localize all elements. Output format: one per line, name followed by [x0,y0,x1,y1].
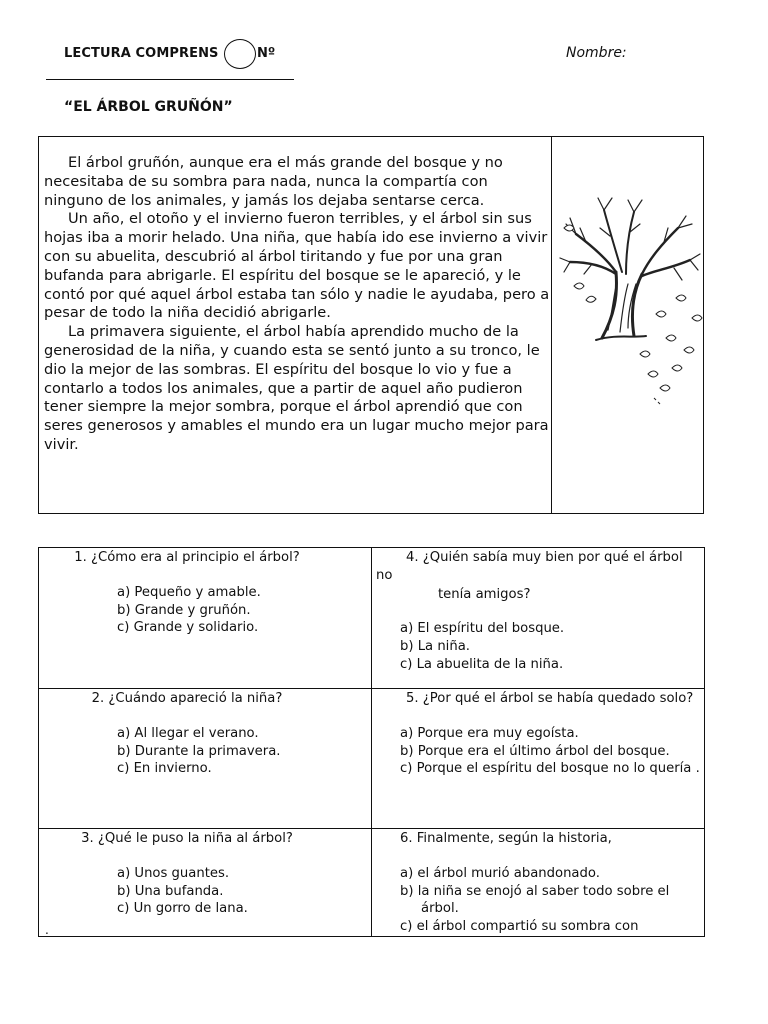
option-c: c) La abuelita de la niña. [400,656,564,672]
option-b: b) Grande y gruñón. [117,602,251,618]
option-b: b) Durante la primavera. [117,743,281,759]
questions-table [38,547,705,937]
question-1-text: 1. ¿Cómo era al principio el árbol? [74,550,300,565]
tree-illustration [556,188,704,414]
option-b: b) La niña. [400,639,470,655]
story-paragraph: La primavera siguiente, el árbol había aprendido mucho de la generosidad de la niña, y cuando esta se sentó junto a su tronco, le dio la mejor de las sombras. El espíritu del bosque lo vio y fue a contarlo a todos los animales, que a partir de aquel año pudieron tener siempre la mejor sombra, porque el árbol aprendió que con seres generosos y amables el mundo era un lugar mucho mejor para vivir. [44,323,549,453]
option-a: a) Al llegar el verano. [117,725,259,741]
question-1-options [39,584,371,637]
question-5-text: 5. ¿Por qué el árbol se había quedado solo? [406,691,694,706]
question-5 [372,689,705,829]
story-title: “EL ÁRBOL GRUÑÓN” [64,99,233,115]
question-6-options [372,865,704,936]
question-3-options [39,865,371,918]
story-text [44,154,550,455]
question-4-options [372,620,704,673]
option-c: c) Porque el espíritu del bosque no lo quería . [400,761,700,777]
question-2-options [39,725,371,778]
option-c: c) Grande y solidario. [117,620,259,636]
option-c: c) Un gorro de lana. [117,901,248,917]
option-c: c) el árbol compartió su sombra con [400,919,639,935]
number-circle [224,39,256,69]
option-c: c) En invierno. [117,761,212,777]
story-divider [551,136,552,514]
question-3-text: 3. ¿Qué le puso la niña al árbol? [81,831,293,846]
question-4-text: 4. ¿Quién sabía muy bien por qué el árbol no [376,550,683,583]
question-4-text-continued: tenía amigos? [438,586,531,602]
option-b: b) Una bufanda. [117,883,224,899]
number-label: Nº [257,46,276,61]
option-b: b) la niña se enojó al saber todo sobre el árbol. [400,883,670,917]
option-b: b) Porque era el último árbol del bosque. [400,743,670,759]
question-4 [372,548,705,689]
question-6 [372,829,705,937]
question-6-text: 6. Finalmente, según la historia, [400,831,612,846]
question-2-text: 2. ¿Cuándo apareció la niña? [91,691,283,706]
name-label: Nombre: [566,45,627,61]
option-a: a) El espíritu del bosque. [400,621,565,637]
option-a: a) Unos guantes. [117,865,230,881]
story-paragraph: Un año, el otoño y el invierno fueron terribles, y el árbol sin sus hojas iba a morir helado. Una niña, que había ido ese invierno a vivir con su abuelita, descubrió al árbol tiritando y fue por una gran bufanda para abrigarle. El espíritu del bosque se le apareció, y le contó por qué aquel árbol estaba tan sólo y nadie le ayudaba, pero a pesar de todo la niña decidió abrigarle. [44,210,550,322]
question-1 [39,548,372,689]
title-underline [46,79,294,80]
story-paragraph: El árbol gruñón, aunque era el más grande del bosque y no necesitaba de su sombra para nada, nunca la compartía con ninguno de los animales, y jamás los dejaba sentarse cerca. [44,154,503,209]
question-2 [39,689,372,829]
question-3 [39,829,372,937]
option-a: a) el árbol murió abandonado. [400,865,600,881]
question-5-options [372,725,704,778]
option-a: a) Porque era muy egoísta. [400,725,579,741]
option-a: a) Pequeño y amable. [117,584,261,600]
worksheet-title: LECTURA COMPRENS [64,46,219,61]
stray-mark: . [45,922,49,937]
